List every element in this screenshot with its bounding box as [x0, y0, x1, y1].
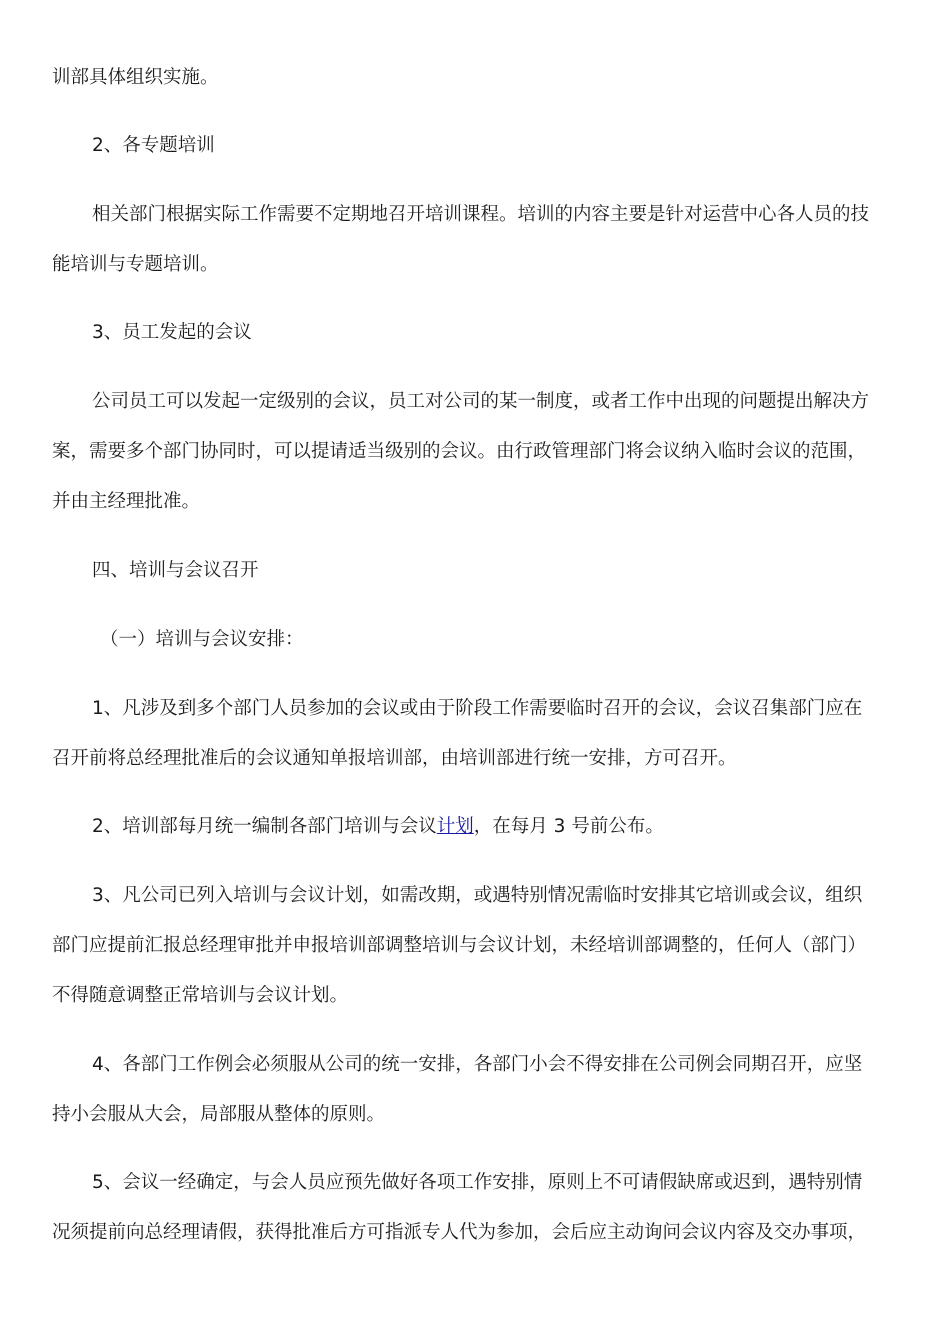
paragraph-line: 能培训与专题培训。 [52, 254, 219, 275]
list-item-text: 2、培训部每月统一编制各部门培训与会议 [92, 816, 437, 837]
subsection-heading: （一）培训与会议安排： [100, 629, 304, 650]
list-item-line: 1、凡涉及到多个部门人员参加的会议或由于阶段工作需要临时召开的会议，会议召集部门应在 [92, 698, 863, 719]
chapter-heading: 四、培训与会议召开 [92, 560, 259, 581]
list-item-line: 况须提前向总经理请假，获得批准后方可指派专人代为参加，会后应主动询问会议内容及交办事项， [52, 1222, 867, 1243]
list-item-line: 不得随意调整正常培训与会议计划。 [52, 985, 349, 1006]
list-item-line: 持小会服从大会，局部服从整体的原则。 [52, 1104, 386, 1125]
list-item-line [92, 815, 664, 839]
paragraph-line: 案，需要多个部门协同时，可以提请适当级别的会议。由行政管理部门将会议纳入临时会议的范围， [52, 441, 867, 462]
list-item-text: ，在每月 3 号前公布。 [473, 816, 664, 837]
paragraph-line: 公司员工可以发起一定级别的会议，员工对公司的某一制度，或者工作中出现的问题提出解决方 [92, 391, 870, 412]
list-item-line: 4、各部门工作例会必须服从公司的统一安排，各部门小会不得安排在公司例会同期召开，应坚 [92, 1054, 863, 1075]
list-item-line: 召开前将总经理批准后的会议通知单报培训部，由培训部进行统一安排，方可召开。 [52, 748, 737, 769]
paragraph-line: 并由主经理批准。 [52, 491, 201, 512]
list-item-line: 3、凡公司已列入培训与会议计划，如需改期，或遇特别情况需临时安排其它培训或会议，组织 [92, 885, 863, 906]
paragraph-line: 相关部门根据实际工作需要不定期地召开培训课程。培训的内容主要是针对运营中心各人员的技 [92, 204, 870, 225]
plan-link[interactable]: 计划 [436, 816, 474, 837]
paragraph-line: 训部具体组织实施。 [52, 67, 219, 88]
list-item-line: 部门应提前汇报总经理审批并申报培训部调整培训与会议计划，未经培训部调整的，任何人（部门） [52, 935, 867, 956]
section-heading: 3、员工发起的会议 [92, 322, 252, 343]
section-heading: 2、各专题培训 [92, 135, 215, 156]
list-item-line: 5、会议一经确定，与会人员应预先做好各项工作安排，原则上不可请假缺席或迟到，遇特别情 [92, 1172, 863, 1193]
